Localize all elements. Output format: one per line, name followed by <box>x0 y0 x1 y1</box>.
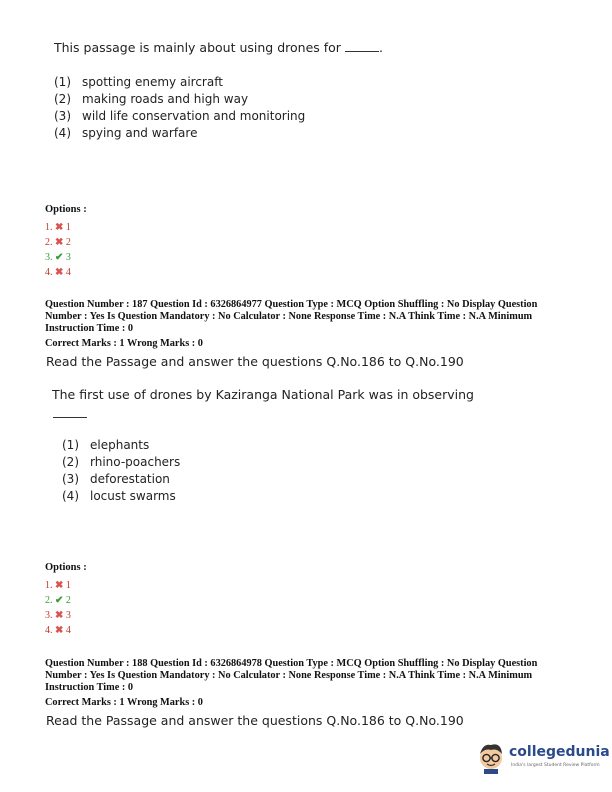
question-1-text: This passage is mainly about using drones for . <box>54 40 383 55</box>
answer-marks-list <box>45 578 71 638</box>
question-2-text: The first use of drones by Kaziranga National Park was in observing <box>52 387 474 402</box>
mark-row: 3. ✔ 3 <box>45 252 71 263</box>
option-4: (4) spying and warfare <box>54 126 198 140</box>
question-2-options <box>62 437 180 505</box>
check-icon: ✔ <box>55 595 64 606</box>
option-3: (3) deforestation <box>62 472 170 486</box>
mark-row: 2. ✔ 2 <box>45 595 71 606</box>
option-1: (1) spotting enemy aircraft <box>54 75 223 89</box>
answer-blank <box>345 50 379 52</box>
answer-blank <box>53 417 87 418</box>
mark-row: 1. ✖ 1 <box>45 580 71 591</box>
option-3: (3) wild life conservation and monitoring <box>54 109 306 123</box>
answer-marks-list <box>45 220 71 280</box>
cross-icon: ✖ <box>55 610 64 621</box>
cross-icon: ✖ <box>55 267 64 278</box>
option-1: (1) elephants <box>62 438 150 452</box>
cross-icon: ✖ <box>55 222 64 233</box>
mark-row: 1. ✖ 1 <box>45 222 71 233</box>
option-2: (2) rhino-poachers <box>62 455 181 469</box>
question-1-options <box>54 74 305 142</box>
cross-icon: ✖ <box>55 625 64 636</box>
mark-row: 2. ✖ 2 <box>45 237 71 248</box>
passage-instruction: Read the Passage and answer the questions Q.No.186 to Q.No.190 <box>46 713 464 728</box>
options-heading: Options : <box>45 562 87 573</box>
mark-row: 4. ✖ 4 <box>45 625 71 636</box>
mark-row: 4. ✖ 4 <box>45 267 71 278</box>
option-4: (4) locust swarms <box>62 489 176 503</box>
options-heading: Options : <box>45 204 87 215</box>
cross-icon: ✖ <box>55 237 64 248</box>
mark-row: 3. ✖ 3 <box>45 610 71 621</box>
passage-instruction: Read the Passage and answer the questions Q.No.186 to Q.No.190 <box>46 354 464 369</box>
collegedunia-logo: collegedunia India's largest Student Review Platform <box>475 738 605 778</box>
mascot-icon <box>475 740 507 774</box>
option-2: (2) making roads and high way <box>54 92 249 106</box>
question-metadata: Question Number : 187 Question Id : 6326864977 Question Type : MCQ Option Shuffling : No Display Question Number : Yes Is Question Mandatory : No Calculator : None Response Time : N.A Think Time : N.A Minimum Instruction Time : 0 Correct Marks : 1 Wrong Marks : 0 <box>45 299 538 349</box>
question-metadata: Question Number : 188 Question Id : 6326864978 Question Type : MCQ Option Shuffling : No Display Question Number : Yes Is Question Mandatory : No Calculator : None Response Time : N.A Think Time : N.A Minimum Instruction Time : 0 Correct Marks : 1 Wrong Marks : 0 <box>45 658 538 708</box>
check-icon: ✔ <box>55 252 64 263</box>
cross-icon: ✖ <box>55 580 64 591</box>
